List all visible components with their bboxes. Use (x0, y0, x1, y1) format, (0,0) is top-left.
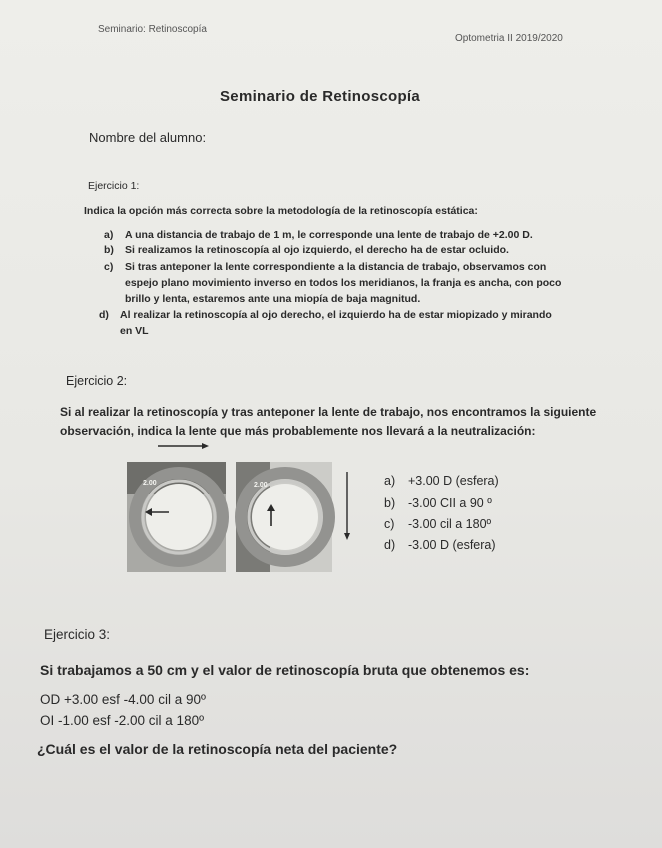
ejercicio1-heading: Ejercicio 1: (88, 180, 140, 192)
ej2-answer-c-text: -3.00 cil a 180º (408, 517, 492, 531)
ej1-option-c-letter: c) (104, 261, 114, 273)
ej1-option-d-line2: en VL (120, 325, 149, 337)
ejercicio3-oi-value: OI -1.00 esf -2.00 cil a 180º (40, 713, 205, 728)
ej2-answer-a-letter: a) (384, 474, 396, 488)
ejercicio2-question-line2: observación, indica la lente que más probablemente nos llevará a la neutralización: (60, 424, 536, 438)
pupil-1 (146, 484, 212, 550)
ejercicio3-final-question: ¿Cuál es el valor de la retinoscopía neta del paciente? (37, 741, 398, 757)
ej1-option-c-line1: Si tras anteponer la lente correspondiente a la distancia de trabajo, observamos con (125, 261, 547, 273)
horizontal-arrowhead (202, 443, 209, 449)
ej1-option-d-line1: Al realizar la retinoscopía al ojo derecho, el izquierdo ha de estar miopizado y mirando (120, 309, 552, 321)
ej2-answer-d-letter: d) (384, 538, 396, 552)
figure-label-2: 2.00 (254, 482, 268, 489)
figure-label-1: 2.00 (143, 480, 157, 487)
retinoscopy-reflex-figure (125, 440, 355, 578)
ejercicio3-heading: Ejercicio 3: (44, 627, 111, 642)
ejercicio3-question: Si trabajamos a 50 cm y el valor de retinoscopía bruta que obtenemos es: (40, 662, 530, 678)
ej1-option-c-line3: brillo y lenta, estaremos ante una miopía de baja magnitud. (125, 293, 421, 305)
ej1-option-b-letter: b) (104, 244, 114, 256)
student-name-label: Nombre del alumno: (89, 130, 207, 145)
ejercicio2-question-line1: Si al realizar la retinoscopía y tras anteponer la lente de trabajo, nos encontramos la siguiente (60, 405, 597, 419)
ej2-answer-b-text: -3.00 CII a 90 º (408, 496, 492, 510)
ej2-answer-b-letter: b) (384, 496, 396, 510)
pupil-2 (252, 484, 318, 550)
ejercicio1-question: Indica la opción más correcta sobre la metodología de la retinoscopía estática: (84, 205, 478, 217)
ej1-option-a-text: A una distancia de trabajo de 1 m, le corresponde una lente de trabajo de +2.00 D. (125, 229, 533, 241)
ej1-option-c-line2: espejo plano movimiento inverso en todos los meridianos, la franja es ancha, con poco (125, 277, 562, 289)
ej1-option-b-text: Si realizamos la retinoscopía al ojo izquierdo, el derecho ha de estar ocluido. (125, 244, 509, 256)
ej2-answer-a-text: +3.00 D (esfera) (408, 474, 499, 488)
ej2-answer-c-letter: c) (384, 517, 395, 531)
header-right: Optometria II 2019/2020 (455, 33, 563, 44)
page-title: Seminario de Retinoscopía (220, 88, 421, 105)
ej1-option-a-letter: a) (104, 229, 114, 241)
ej2-answer-d-text: -3.00 D (esfera) (408, 538, 496, 552)
header-left: Seminario: Retinoscopía (98, 24, 207, 35)
vertical-arrowhead (344, 533, 350, 540)
ej1-option-d-letter: d) (99, 309, 109, 321)
ejercicio3-od-value: OD +3.00 esf -4.00 cil a 90º (40, 692, 206, 707)
ejercicio2-heading: Ejercicio 2: (66, 374, 128, 388)
